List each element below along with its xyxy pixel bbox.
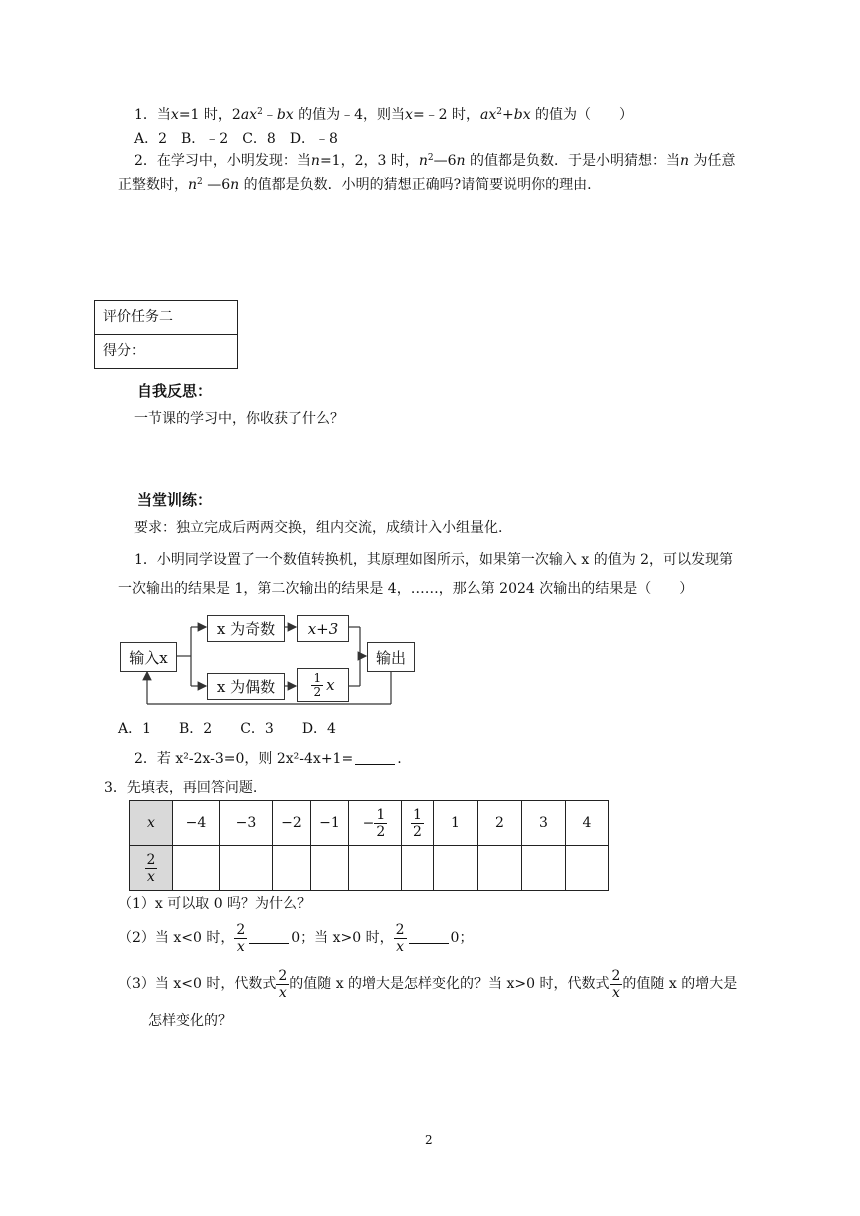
- eval-score: 得分：: [95, 334, 237, 368]
- eval-task: 评价任务二: [103, 309, 173, 325]
- table-header-cell: −2: [273, 801, 311, 846]
- reflect-title: 自我反思：: [137, 382, 213, 400]
- sub3-line2: 怎样变化的？: [148, 1013, 232, 1029]
- p2-blank[interactable]: [355, 750, 395, 765]
- flow-odd-op-box: x+3: [297, 615, 349, 642]
- table-cell[interactable]: [434, 846, 478, 891]
- q2-line2: 正整数时，$n^2$ —6n 的值都是负数．小明的猜想正确吗?请简要说明你的理由.: [118, 177, 592, 193]
- p3-text: 3．先填表，再回答问题.: [104, 780, 258, 796]
- practice-requirement: 要求：独立完成后两两交换，组内交流，成绩计入小组量化.: [134, 520, 503, 536]
- table-header-cell: 3: [522, 801, 566, 846]
- p2-text: 2．若 x²-2x-3=0，则 2x²-4x+1= .: [134, 751, 402, 767]
- flow-even-op-box: $\frac{1}{2}$ x: [297, 668, 349, 702]
- table-row-label: $\frac{2}{x}$: [130, 846, 173, 891]
- p1-line1: 1．小明同学设置了一个数值转换机，其原理如图所示，如果第一次输入 x 的值为 2，可以发现第: [134, 552, 734, 568]
- table-cell[interactable]: [349, 846, 402, 891]
- table-cell[interactable]: [402, 846, 434, 891]
- table-header-cell: 1: [434, 801, 478, 846]
- table-header-cell: 2: [478, 801, 522, 846]
- table-header-cell: 4: [566, 801, 609, 846]
- table-header-x: x: [130, 801, 173, 846]
- practice-title: 当堂训练：: [137, 491, 213, 509]
- p1-line2: 一次输出的结果是 1，第二次输出的结果是 4，……，那么第 2024 次输出的结果是（ ）: [118, 581, 694, 597]
- table-cell[interactable]: [478, 846, 522, 891]
- value-table: [129, 800, 609, 891]
- table-header-cell: − $\frac{1}{2}$: [349, 801, 402, 846]
- table-cell[interactable]: [173, 846, 220, 891]
- table-header-cell: −4: [173, 801, 220, 846]
- table-cell[interactable]: [311, 846, 349, 891]
- flow-odd-box: x 为奇数: [207, 615, 285, 642]
- page-number: 2: [425, 1133, 433, 1147]
- q1-text: 1．当x=1 时，$2ax^2﹣bx$ 的值为﹣4，则当x=﹣2 时，$ax^2+bx$ 的值为（ ）: [134, 107, 634, 123]
- table-cell[interactable]: [522, 846, 566, 891]
- sub2-blank-1[interactable]: [249, 929, 289, 944]
- q2-line1: 2．在学习中，小明发现：当n=1，2，3 时，$n^2—6n$ 的值都是负数．于是小明猜想：当n 为任意: [134, 153, 736, 169]
- table-cell[interactable]: [220, 846, 273, 891]
- sub2-text: （2）当 x<0 时， $\frac{2}{x}$ 0；当 x>0 时， $\frac{2}{x}$ 0；: [118, 921, 474, 955]
- table-cell[interactable]: [566, 846, 609, 891]
- p1-options: A．1 B．2 C．3 D．4: [118, 721, 336, 737]
- q1-options: A．2 B．﹣2 C．8 D．﹣8: [134, 131, 338, 147]
- sub1-text: （1）x 可以取 0 吗？为什么？: [118, 896, 312, 912]
- table-header-cell: $\frac{1}{2}$: [402, 801, 434, 846]
- flow-even-box: x 为偶数: [207, 673, 285, 700]
- flow-output-box: 输出: [367, 642, 415, 672]
- flow-input-box: 输入x: [120, 642, 177, 672]
- table-cell[interactable]: [273, 846, 311, 891]
- sub3-line1: （3）当 x<0 时，代数式 $\frac{2}{x}$ 的值随 x 的增大是怎样变化的？当 x>0 时，代数式 $\frac{2}{x}$ 的值随 x 的增大是: [118, 967, 738, 1001]
- table-header-cell: −1: [311, 801, 349, 846]
- table-header-cell: −3: [220, 801, 273, 846]
- sub2-blank-2[interactable]: [409, 929, 449, 944]
- reflect-text: 一节课的学习中，你收获了什么？: [134, 411, 344, 427]
